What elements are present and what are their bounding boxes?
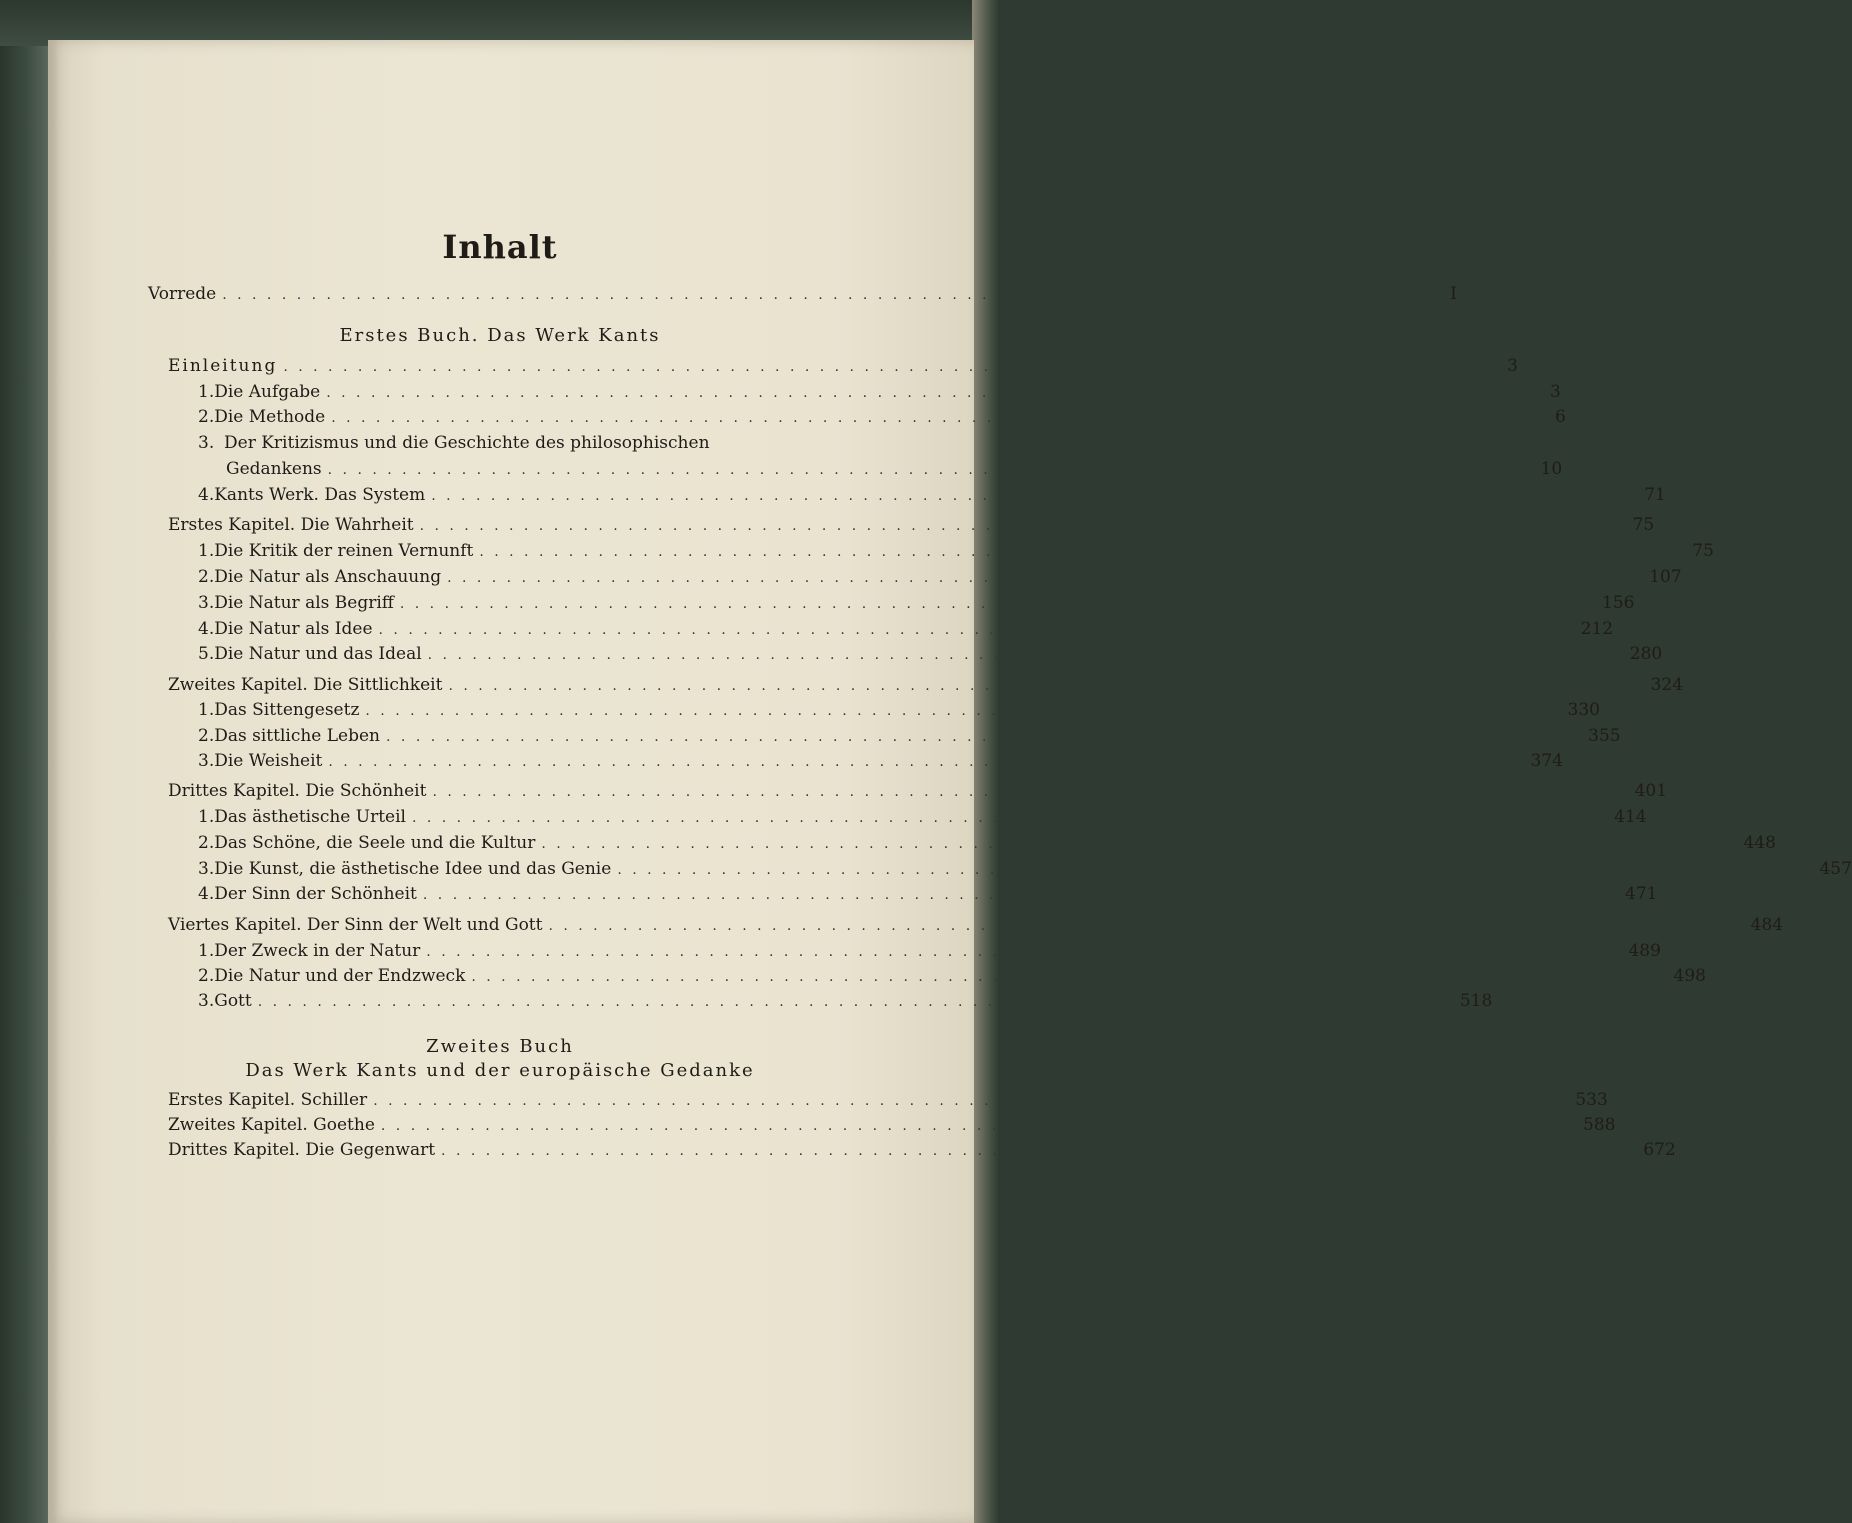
leader-dots: . . . . . . . . . . . . . . . . . . . . . . . . . . . . . . . . . . . . . . . . . . . . . . . . . . . . . . . . . . . . . . . . . . . . . . . . . . . . . . . . xyxy=(427,647,1613,663)
toc-chapter xyxy=(168,1140,1676,1164)
toc-num: 4. xyxy=(198,619,215,639)
toc-label: Die Natur als Begriff xyxy=(214,593,394,613)
toc-page: 107 xyxy=(1649,567,1682,587)
toc-label: Die Kunst, die ästhetische Idee und das Genie xyxy=(214,859,612,879)
toc-label: Gott xyxy=(214,991,252,1011)
toc-page: 75 xyxy=(1632,515,1655,535)
toc-subentry xyxy=(198,407,1566,431)
toc-chapter xyxy=(168,675,1684,699)
leader-dots: . . . . . . . . . . . . . . . . . . . . . . . . . . . . . . . . . . . . . . . . . . . . . . . . . . . . . . . . . . . . . . . . . . . . . . . . . . . . . . . . xyxy=(541,836,1726,852)
leader-dots: . . . . . . . . . . . . . . . . . . . . . . . . . . . . . . . . . . . . . . . . . . . . . . . . . . . . . . . . . . . . . . . . . . . . . . . . . . . . . . . . xyxy=(471,969,1656,985)
toc-label: Der Kritizismus und die Geschichte des philosophischen xyxy=(224,433,710,453)
toc-label: Die Natur und das Ideal xyxy=(214,644,422,664)
toc-subentry xyxy=(198,991,1493,1015)
toc-label: Drittes Kapitel. Die Schönheit xyxy=(168,781,427,801)
toc-page: 71 xyxy=(1644,485,1666,505)
toc-label: Vorrede xyxy=(148,284,217,304)
leader-dots: . . . . . . . . . . . . . . . . . . . . . . . . . . . . . . . . . . . . . . . . . . . . . . . . . . . . . . . . . . . . . . . . . . . . . . . . . . . . . . . . xyxy=(257,994,1443,1010)
toc-page: 10 xyxy=(1540,459,1563,479)
toc-num: 2. xyxy=(198,726,215,746)
toc-label: Das sittliche Leben xyxy=(214,726,381,746)
toc-label: Erstes Kapitel. Schiller xyxy=(168,1090,368,1110)
leader-dots: . . . . . . . . . . . . . . . . . . . . . . . . . . . . . . . . . . . . . . . . . . . . . . . . . . . . . . . . . . . . . . . . . . . . . . . . . . . . . . . . xyxy=(328,754,1513,770)
leader-dots: . . . . . . . . . . . . . . . . . . . . . . . . . . . . . . . . . . . . . . . . . . . . . . . . . . . . . . . . . . . . . . . . . . . . . . . . . . . . . . . . xyxy=(327,462,1513,478)
leader-dots: . . . . . . . . . . . . . . . . . . . . . . . . . . . . . . . . . . . . . . . . . . . . . . . . . . . . . . . . . . . . . . . . . . . . . . . . . . . . . . . . xyxy=(373,1093,1558,1109)
toc-subentry xyxy=(198,884,1658,908)
toc-page: 374 xyxy=(1530,751,1563,771)
toc-num: 3. xyxy=(198,593,215,613)
toc-subentry xyxy=(198,382,1561,406)
toc-page: I xyxy=(1450,284,1457,304)
toc-label: Die Weisheit xyxy=(214,751,323,771)
toc-num: 2. xyxy=(198,407,215,427)
toc-page: 672 xyxy=(1643,1140,1676,1160)
toc-page: 401 xyxy=(1634,781,1668,801)
leader-dots: . . . . . . . . . . . . . . . . . . . . . . . . . . . . . . . . . . . . . . . . . . . . . . . . . . . . . . . . . . . . . . . . . . . . . . . . . . . . . . . . xyxy=(365,703,1550,719)
toc-page: 518 xyxy=(1459,991,1493,1011)
toc-num: 4. xyxy=(198,485,215,505)
toc-subentry xyxy=(198,859,1852,883)
toc-label: Viertes Kapitel. Der Sinn der Welt und Gott xyxy=(168,915,543,935)
book2-heading: Zweites Buch xyxy=(426,1036,574,1057)
toc-page: 588 xyxy=(1583,1115,1616,1135)
toc-label: Erstes Kapitel. Die Wahrheit xyxy=(168,515,414,535)
leader-dots: . . . . . . . . . . . . . . . . . . . . . . . . . . . . . . . . . . . . . . . . . . . . . . . . . . . . . . . . . . . . . . . . . . . . . . . . . . . . . . . . xyxy=(426,944,1611,960)
toc-label: Drittes Kapitel. Die Gegenwart xyxy=(168,1140,436,1160)
toc-label: Die Natur und der Endzweck xyxy=(214,966,466,986)
leader-dots: . . . . . . . . . . . . . . . . . . . . . . . . . . . . . . . . . . . . . . . . . . . . . . . . . . . . . . . . . . . . . . . . . . . . . . . . . . . . . . . . xyxy=(448,678,1634,694)
toc-num: 2. xyxy=(198,833,215,853)
toc-num: 1. xyxy=(198,700,215,720)
leader-dots: . . . . . . . . . . . . . . . . . . . . . . . . . . . . . . . . . . . . . . . . . . . . . . . . . . . . . . . . . . . . . . . . . . . . . . . . . . . . . . . . xyxy=(380,1118,1566,1134)
toc-chapter xyxy=(168,781,1668,805)
toc-chapter xyxy=(168,515,1655,539)
leader-dots: . . . . . . . . . . . . . . . . . . . . . . . . . . . . . . . . . . . . . . . . . . . . . . . . . . . . . . . . . . . . . . . . . . . . . . . . . . . . . . . . xyxy=(479,544,1664,560)
toc-entry-introduction xyxy=(168,356,1518,380)
toc-label: Die Natur als Idee xyxy=(214,619,373,639)
toc-subentry xyxy=(198,751,1563,775)
leader-dots: . . . . . . . . . . . . . . . . . . . . . . . . . . . . . . . . . . . . . . . . . . . . . . . . . . . . . . . . . . . . . . . . . . . . . . . . . . . . . . . . xyxy=(447,570,1632,586)
toc-label: Die Methode xyxy=(214,407,326,427)
toc-subentry xyxy=(198,485,1666,509)
toc-chapter xyxy=(168,1090,1608,1114)
toc-entry-preface xyxy=(148,284,1457,308)
book1-heading: Erstes Buch. Das Werk Kants xyxy=(339,325,661,346)
toc-page: 324 xyxy=(1650,675,1684,695)
toc-page: 330 xyxy=(1567,700,1600,720)
toc-label: Das Sittengesetz xyxy=(214,700,360,720)
leader-dots: . . . . . . . . . . . . . . . . . . . . . . . . . . . . . . . . . . . . . . . . . . . . . . . . . . . . . . . . . . . . . . . . . . . . . . . . . . . . . . . . xyxy=(399,596,1585,612)
toc-subentry xyxy=(198,726,1621,750)
toc-subentry xyxy=(198,807,1647,831)
toc-num: 1. xyxy=(198,807,215,827)
toc-subentry xyxy=(198,966,1706,990)
toc-subentry xyxy=(198,433,808,457)
toc-chapter xyxy=(168,1115,1616,1139)
toc-num: 2. xyxy=(198,567,215,587)
book2-subheading: Das Werk Kants und der europäische Gedanke xyxy=(245,1060,755,1081)
toc-page: 457 xyxy=(1819,859,1852,879)
toc-page: 448 xyxy=(1743,833,1776,853)
toc-page: 484 xyxy=(1750,915,1784,935)
leader-dots: . . . . . . . . . . . . . . . . . . . . . . . . . . . . . . . . . . . . . . . . . . . . . . . . . . . . . . . . . . . . . . . . . . . . . . . . . . . . . . . . xyxy=(222,287,1407,303)
toc-label: Zweites Kapitel. Goethe xyxy=(168,1115,375,1135)
toc-label: Zweites Kapitel. Die Sittlichkeit xyxy=(168,675,443,695)
toc-label: Der Zweck in der Natur xyxy=(214,941,421,961)
toc-subentry xyxy=(198,567,1682,591)
leader-dots: . . . . . . . . . . . . . . . . . . . . . . . . . . . . . . . . . . . . . . . . . . . . . . . . . . . . . . . . . . . . . . . . . . . . . . . . . . . . . . . . xyxy=(386,729,1571,745)
toc-label: Gedankens xyxy=(226,459,322,479)
leader-dots: . . . . . . . . . . . . . . . . . . . . . . . . . . . . . . . . . . . . . . . . . . . . . . . . . . . . . . . . . . . . . . . . . . . . . . . . . . . . . . . . xyxy=(548,918,1734,934)
toc-page: 489 xyxy=(1628,941,1661,961)
leader-dots: . . . . . . . . . . . . . . . . . . . . . . . . . . . . . . . . . . . . . . . . . . . . . . . . . . . . . . . . . . . . . . . . . . . . . . . . . . . . . . . . xyxy=(441,1143,1626,1159)
page-title: Inhalt xyxy=(442,228,558,266)
leader-dots: . . . . . . . . . . . . . . . . . . . . . . . . . . . . . . . . . . . . . . . . . . . . . . . . . . . . . . . . . . . . . . . . . . . . . . . . . . . . . . . . xyxy=(431,488,1616,504)
toc-num: 3. xyxy=(198,433,215,453)
toc-page: 212 xyxy=(1580,619,1614,639)
toc-page: 414 xyxy=(1614,807,1647,827)
toc-num: 1. xyxy=(198,541,215,561)
toc-label: Die Natur als Anschauung xyxy=(214,567,442,587)
toc-label: Kants Werk. Das System xyxy=(214,485,426,505)
toc-page: 498 xyxy=(1673,966,1706,986)
toc-page: 355 xyxy=(1588,726,1621,746)
leader-dots: . . . . . . . . . . . . . . . . . . . . . . . . . . . . . . . . . . . . . . . . . . . . . . . . . . . . . . . . . . . . . . . . . . . . . . . . . . . . . . . . xyxy=(432,784,1618,800)
leader-dots: . . . . . . . . . . . . . . . . . . . . . . . . . . . . . . . . . . . . . . . . . . . . . . . . . . . . . . . . . . . . . . . . . . . . . . . . . . . . . . . . xyxy=(326,385,1511,401)
toc-page: 156 xyxy=(1602,593,1635,613)
toc-subentry xyxy=(198,941,1661,965)
leader-dots: . . . . . . . . . . . . . . . . . . . . . . . . . . . . . . . . . . . . . . . . . . . . . . . . . . . . . . . . . . . . . . . . . . . . . . . . . . . . . . . . xyxy=(419,518,1605,534)
toc-subentry xyxy=(198,833,1776,857)
toc-page: 533 xyxy=(1575,1090,1608,1110)
toc-page: 6 xyxy=(1554,407,1566,427)
toc-num: 3. xyxy=(198,859,215,879)
toc-subentry xyxy=(198,644,1663,668)
toc-label: Der Sinn der Schönheit xyxy=(214,884,417,904)
toc-page: 75 xyxy=(1692,541,1714,561)
toc-subentry xyxy=(198,619,1614,643)
toc-num: 2. xyxy=(198,966,215,986)
toc-num: 4. xyxy=(198,884,215,904)
toc-subentry xyxy=(198,593,1635,617)
toc-page: 3 xyxy=(1507,356,1518,376)
toc-label: Die Aufgabe xyxy=(214,382,321,402)
leader-dots: . . . . . . . . . . . . . . . . . . . . . . . . . . . . . . . . . . . . . . . . . . . . . . . . . . . . . . . . . . . . . . . . . . . . . . . . . . . . . . . . xyxy=(378,622,1564,638)
toc-num: 1. xyxy=(198,941,215,961)
toc-page: 280 xyxy=(1629,644,1663,664)
leader-dots: . . . . . . . . . . . . . . . . . . . . . . . . . . . . . . . . . . . . . . . . . . . . . . . . . . . . . . . . . . . . . . . . . . . . . . . . . . . . . . . . xyxy=(283,359,1468,375)
toc-num: 3. xyxy=(198,751,215,771)
toc-num: 3. xyxy=(198,991,215,1011)
toc-label: Die Kritik der reinen Vernunft xyxy=(214,541,474,561)
toc-label: Einleitung xyxy=(168,356,278,376)
toc-num: 1. xyxy=(198,382,215,402)
toc-label: Das Schöne, die Seele und die Kultur xyxy=(214,833,536,853)
toc-page: 3 xyxy=(1550,382,1561,402)
toc-num: 5. xyxy=(198,644,215,664)
toc-subentry xyxy=(198,700,1600,724)
leader-dots: . . . . . . . . . . . . . . . . . . . . . . . . . . . . . . . . . . . . . . . . . . . . . . . . . . . . . . . . . . . . . . . . . . . . . . . . . . . . . . . . xyxy=(331,410,1516,426)
toc-page: 471 xyxy=(1625,884,1658,904)
leader-dots: . . . . . . . . . . . . . . . . . . . . . . . . . . . . . . . . . . . . . . . . . . . . . . . . . . . . . . . . . . . . . . . . . . . . . . . . . . . . . . . . xyxy=(422,887,1608,903)
toc-chapter xyxy=(168,915,1784,939)
toc-label: Das ästhetische Urteil xyxy=(214,807,406,827)
leader-dots: . . . . . . . . . . . . . . . . . . . . . . . . . . . . . . . . . . . . . . . . . . . . . . . . . . . . . . . . . . . . . . . . . . . . . . . . . . . . . . . . xyxy=(617,862,1802,878)
leader-dots: . . . . . . . . . . . . . . . . . . . . . . . . . . . . . . . . . . . . . . . . . . . . . . . . . . . . . . . . . . . . . . . . . . . . . . . . . . . . . . . . xyxy=(411,810,1597,826)
toc-subentry-continuation xyxy=(226,459,1563,483)
toc-subentry xyxy=(198,541,1714,565)
